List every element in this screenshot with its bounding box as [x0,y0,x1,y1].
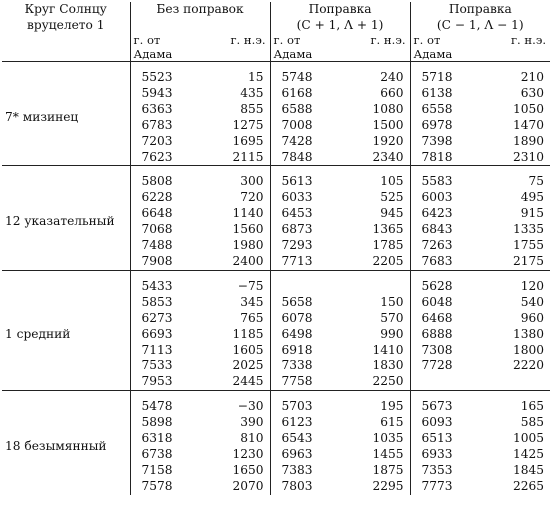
year-adam-correction-plus [270,279,341,295]
year-ce-correction-plus: 2295 [341,479,410,495]
year-ce-no-correction: 1230 [200,447,270,463]
year-adam-correction-minus: 6138 [421,85,453,100]
year-ce-correction-minus: 960 [520,310,545,325]
year-adam-no-correction: 5523 [141,70,173,84]
year-adam-correction-minus: 5628 [421,278,453,293]
year-adam-no-correction: 6693 [141,326,173,341]
year-ce-correction-plus: 990 [341,327,410,343]
year-ce-correction-minus: 1890 [512,133,545,148]
table-row [2,399,550,415]
year-ce-correction-plus [341,279,410,295]
year-ce-correction-minus: 1755 [512,238,545,253]
year-ce-correction-minus: 2220 [512,358,545,373]
year-adam-correction-minus: 6003 [421,190,453,205]
year-adam-correction-plus: 7338 [281,358,313,373]
year-adam-no-correction: 6648 [141,206,173,221]
year-adam-correction-minus: 7353 [421,462,453,477]
year-ce-no-correction: 1650 [200,463,270,479]
year-adam-correction-minus: 7263 [421,238,453,253]
year-ce-correction-minus: 630 [520,85,545,100]
year-ce-no-correction: 435 [200,86,270,102]
year-adam-no-correction: 7113 [141,342,173,357]
year-ce-correction-minus: 1005 [512,431,545,446]
year-adam-correction-minus [410,374,481,390]
year-adam-no-correction: 7488 [141,238,173,253]
year-ce-no-correction: 1980 [200,238,270,254]
year-ce-correction-plus: 1080 [341,102,410,118]
table-row [2,70,550,86]
year-adam-correction-minus: 6888 [421,326,453,341]
year-ce-correction-minus: 915 [520,206,545,221]
year-adam-correction-minus: 6978 [421,117,453,132]
year-adam-no-correction: 5478 [141,399,173,414]
year-ce-no-correction: 1560 [200,222,270,238]
year-ce-no-correction: 15 [200,70,270,86]
year-adam-correction-plus: 6033 [281,190,313,205]
year-ce-correction-minus: 75 [528,174,545,189]
calendar-table [2,2,550,495]
year-ce-correction-minus: 1380 [512,326,545,341]
year-adam-no-correction: 6228 [141,190,173,205]
table-body [2,62,550,495]
year-ce-correction-plus: 2340 [341,150,410,166]
year-adam-correction-plus: 6543 [281,431,313,446]
year-ce-no-correction: 1605 [200,343,270,359]
year-adam-correction-minus: 6048 [421,294,453,309]
year-adam-no-correction: 5433 [141,278,173,293]
group-spacer [2,270,550,279]
year-adam-correction-minus: 7773 [421,478,453,493]
correction-minus-formula: (С − 1, Λ − 1) [436,17,524,32]
subheader-year-ce: г. н.э. [341,33,410,62]
year-adam-no-correction: 7578 [141,478,173,493]
year-adam-correction-plus: 5703 [281,399,313,414]
subheader-year-adam: г. от Адама [130,33,200,62]
year-adam-no-correction: 5898 [141,415,173,430]
year-ce-correction-plus: 1920 [341,134,410,150]
year-ce-correction-plus: 1365 [341,222,410,238]
year-adam-correction-minus: 6558 [421,101,453,116]
year-ce-correction-plus: 1830 [341,358,410,374]
year-adam-no-correction: 7068 [141,222,173,237]
year-ce-no-correction: 390 [200,415,270,431]
subheader-year-adam: г. от Адама [410,33,481,62]
year-adam-correction-plus: 5748 [281,70,313,84]
year-ce-no-correction: 1695 [200,134,270,150]
year-ce-no-correction: 2025 [200,358,270,374]
year-ce-no-correction: 720 [200,190,270,206]
year-adam-correction-minus: 7683 [410,254,481,270]
year-adam-no-correction: 5808 [141,174,173,189]
year-ce-correction-plus: 2205 [341,254,410,270]
year-adam-no-correction: 7623 [130,150,200,166]
circle-header-line-2: вруцелето 1 [26,17,105,32]
year-ce-correction-minus: 585 [520,415,545,430]
year-adam-correction-minus: 6468 [421,310,453,325]
year-adam-no-correction: 7158 [141,462,173,477]
year-ce-correction-minus: 540 [520,294,545,309]
year-ce-correction-plus: 150 [341,295,410,311]
year-adam-correction-plus: 7803 [281,478,313,493]
year-adam-correction-plus: 6078 [281,310,313,325]
year-ce-no-correction: 2070 [200,479,270,495]
no-correction-title: Без поправок [156,2,244,16]
year-adam-correction-minus: 6933 [421,446,453,461]
year-adam-correction-plus: 5658 [281,294,313,309]
year-ce-correction-minus: 210 [520,70,545,84]
circle-label: 12 указательный [2,174,130,270]
group-spacer [2,62,550,71]
year-ce-correction-plus: 1410 [341,343,410,359]
year-ce-correction-minus: 1335 [512,222,545,237]
year-adam-correction-plus: 6168 [281,85,313,100]
year-adam-correction-minus: 7728 [421,358,453,373]
year-adam-correction-plus: 6873 [281,222,313,237]
year-adam-correction-minus: 5673 [421,399,453,414]
year-ce-correction-plus: 240 [341,70,410,86]
year-ce-no-correction: 2445 [200,374,270,390]
year-adam-correction-minus: 7308 [421,342,453,357]
circle-label: 7* мизинец [2,70,130,166]
year-ce-correction-minus: 2265 [512,478,545,493]
year-ce-no-correction: −30 [200,399,270,415]
table-header [2,2,550,62]
year-ce-no-correction: 2115 [200,150,270,166]
year-ce-correction-plus: 1785 [341,238,410,254]
year-adam-correction-minus: 7398 [421,133,453,148]
year-adam-correction-plus: 6963 [281,446,313,461]
year-adam-correction-plus: 7848 [270,150,341,166]
year-adam-no-correction: 7533 [141,358,173,373]
year-adam-no-correction: 7953 [130,374,200,390]
year-ce-correction-minus: 165 [520,399,545,414]
year-adam-correction-plus: 5613 [281,174,313,189]
year-ce-correction-minus: 1050 [512,101,545,116]
year-adam-no-correction: 6738 [141,446,173,461]
year-adam-correction-minus: 6843 [421,222,453,237]
year-adam-correction-plus: 7383 [281,462,313,477]
correction-plus-formula: (С + 1, Λ + 1) [296,17,384,32]
year-ce-correction-minus: 1425 [512,446,545,461]
circle-label: 18 безымянный [2,399,130,494]
year-adam-correction-minus: 5718 [421,70,453,84]
subheader-year-adam: г. от Адама [270,33,341,62]
year-ce-no-correction: 2400 [200,254,270,270]
year-ce-no-correction: 1185 [200,327,270,343]
year-ce-no-correction: 810 [200,431,270,447]
year-ce-correction-minus: 1800 [512,342,545,357]
circle-header-line-1: Круг Солнцу [24,2,107,16]
year-adam-correction-plus: 7293 [281,238,313,253]
year-ce-correction-plus: 660 [341,86,410,102]
year-ce-correction-plus: 1035 [341,431,410,447]
year-adam-no-correction: 5853 [141,294,173,309]
no-correction-header [130,2,270,33]
year-ce-no-correction: 765 [200,311,270,327]
year-ce-correction-minus: 495 [520,190,545,205]
year-ce-correction-plus: 525 [341,190,410,206]
year-ce-correction-minus: 1470 [512,117,545,132]
year-adam-no-correction: 6363 [141,101,173,116]
year-adam-correction-minus: 7818 [410,150,481,166]
year-adam-no-correction: 7203 [141,133,173,148]
group-spacer [2,391,550,400]
year-ce-no-correction: 1275 [200,118,270,134]
year-ce-no-correction: −75 [200,279,270,295]
circle-label: 1 средний [2,279,130,391]
year-ce-correction-minus: 2175 [481,254,550,270]
year-ce-correction-plus: 570 [341,311,410,327]
year-ce-correction-minus: 120 [520,278,545,293]
circle-column-header [2,2,130,62]
year-ce-correction-plus: 2250 [341,374,410,390]
table-row [2,279,550,295]
year-adam-no-correction: 5943 [141,85,173,100]
year-ce-correction-minus [481,374,550,390]
year-ce-correction-plus: 1455 [341,447,410,463]
year-adam-correction-plus: 6498 [281,326,313,341]
year-ce-no-correction: 1140 [200,206,270,222]
year-ce-correction-plus: 945 [341,206,410,222]
year-adam-correction-minus: 6513 [421,431,453,446]
year-ce-no-correction: 300 [200,174,270,190]
year-adam-correction-plus: 7008 [281,117,313,132]
correction-minus-header [410,2,550,33]
year-ce-correction-plus: 1875 [341,463,410,479]
year-adam-correction-plus: 7428 [281,133,313,148]
header-title-row [2,2,550,33]
year-ce-correction-plus: 105 [341,174,410,190]
table-row [2,174,550,190]
year-ce-correction-plus: 1500 [341,118,410,134]
year-ce-correction-minus: 1845 [512,462,545,477]
year-adam-no-correction: 6318 [141,431,173,446]
year-adam-no-correction: 6783 [141,117,173,132]
subheader-year-ce: г. н.э. [200,33,270,62]
year-adam-correction-plus: 6918 [281,342,313,357]
year-adam-no-correction: 6273 [141,310,173,325]
year-ce-correction-minus: 2310 [481,150,550,166]
correction-plus-header [270,2,410,33]
year-adam-correction-plus: 6123 [281,415,313,430]
year-adam-correction-plus: 7713 [270,254,341,270]
group-spacer [2,166,550,175]
year-ce-correction-plus: 195 [341,399,410,415]
year-ce-correction-plus: 615 [341,415,410,431]
year-adam-correction-minus: 6423 [421,206,453,221]
correction-minus-title: Поправка [448,2,512,16]
year-adam-correction-plus: 6453 [281,206,313,221]
year-adam-no-correction: 7908 [130,254,200,270]
year-adam-correction-minus: 6093 [421,415,453,430]
correction-plus-title: Поправка [308,2,372,16]
year-ce-no-correction: 855 [200,102,270,118]
year-adam-correction-minus: 5583 [421,174,453,189]
year-ce-no-correction: 345 [200,295,270,311]
subheader-year-ce: г. н.э. [481,33,550,62]
year-adam-correction-plus: 6588 [281,101,313,116]
year-adam-correction-plus: 7758 [270,374,341,390]
